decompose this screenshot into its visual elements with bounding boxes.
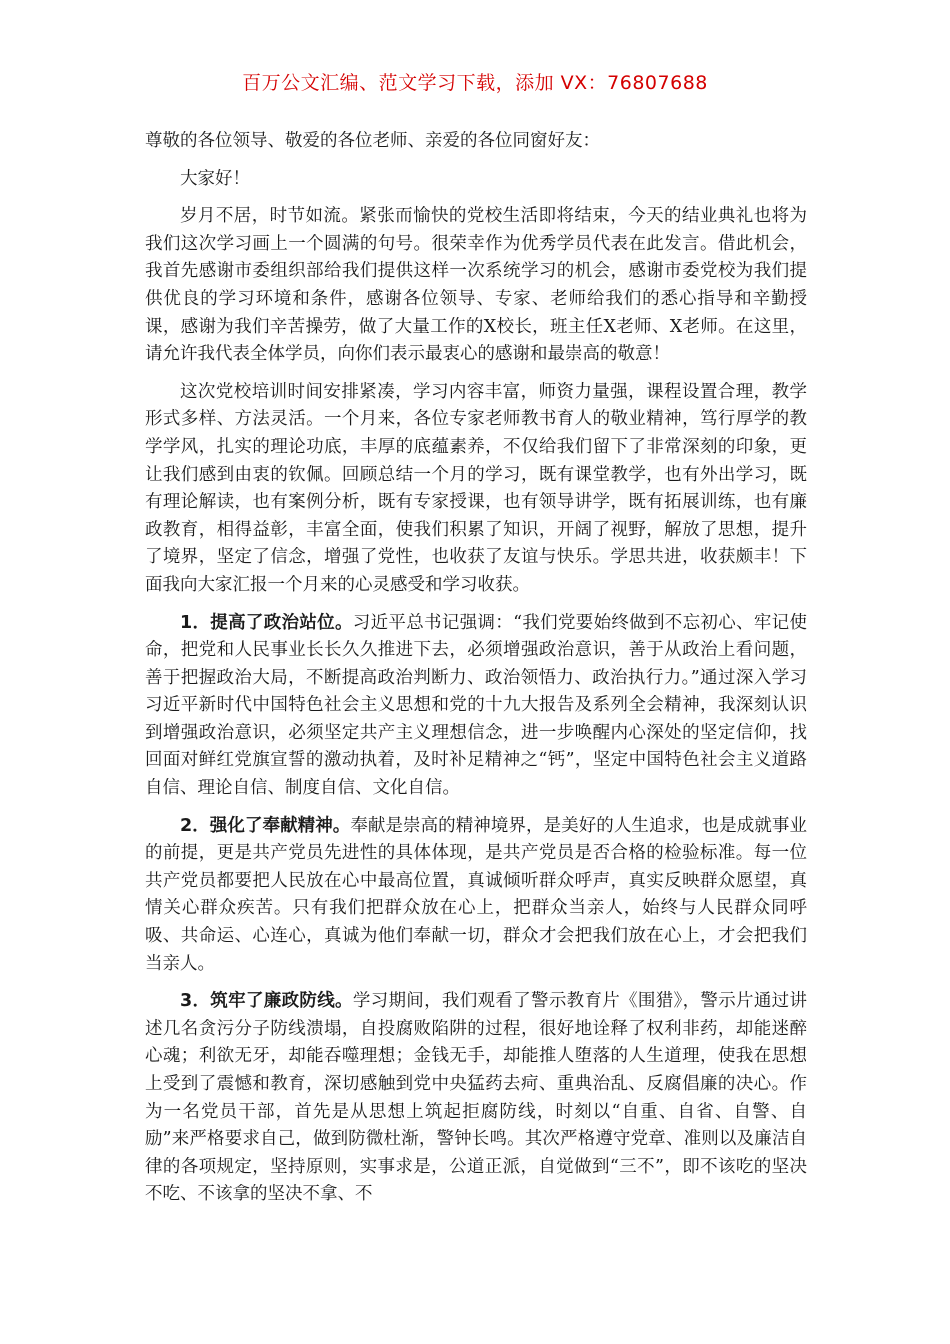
paragraph-opening: 岁月不居，时节如流。紧张而愉快的党校生活即将结束，今天的结业典礼也将为我们这次学习画上一个圆满的句号。很荣幸作为优秀学员代表在此发言。借此机会，我首先感谢市委组织部给我们提供这样一次系统学习的机会，感谢市委党校为我们提供优良的学习环境和条件，感谢各位领导、专家、老师给我们的悉心指导和辛勤授课，感谢为我们辛苦操劳，做了大量工作的X校长，班主任X老师、X老师。在这里，请允许我代表全体学员，向你们表示最衷心的感谢和最崇高的敬意！	[145, 206, 807, 365]
greeting: 大家好！	[180, 168, 250, 189]
speech-document	[145, 128, 807, 1219]
section-body: 奉献是崇高的精神境界，是美好的人生追求，也是成就事业的前提，更是共产党员先进性的具体体现，是共产党员是否合格的检验标准。每一位共产党员都要把人民放在心中最高位置，真诚倾听群众呼声，真实反映群众愿望，真情关心群众疾苦。只有我们把群众放在心上，把群众当亲人，始终与人民群众同呼吸、共命运、心连心，真诚为他们奉献一切，群众才会把我们放在心上，才会把我们当亲人。	[145, 815, 807, 974]
watermark-header: 百万公文汇编、范文学习下载，添加 VX：76807688	[242, 72, 708, 94]
section-integrity	[145, 988, 807, 1209]
section-dedication	[145, 813, 807, 979]
section-heading: 1．提高了政治站位。	[180, 612, 353, 633]
paragraph-training-summary: 这次党校培训时间安排紧凑，学习内容丰富，师资力量强，课程设置合理，教学形式多样、方法灵活。一个月来，各位专家老师教书育人的敬业精神，笃行厚学的教学学风，扎实的理论功底，丰厚的底蕴素养，不仅给我们留下了非常深刻的印象，更让我们感到由衷的钦佩。回顾总结一个月的学习，既有课堂教学，也有外出学习，既有理论解读，也有案例分析，既有专家授课，也有领导讲学，既有拓展训练，也有廉政教育，相得益彰，丰富全面，使我们积累了知识，开阔了视野，解放了思想，提升了境界，坚定了信念，增强了党性，也收获了友谊与快乐。学思共进，收获颇丰！下面我向大家汇报一个月来的心灵感受和学习收获。	[145, 381, 807, 595]
salutation: 尊敬的各位领导、敬爱的各位老师、亲爱的各位同窗好友：	[145, 131, 600, 151]
section-political-stance	[145, 610, 807, 803]
section-heading: 2．强化了奉献精神。	[180, 815, 351, 836]
section-body: 学习期间，我们观看了警示教育片《围猎》，警示片通过讲述几名贪污分子防线溃塌，自投腐败陷阱的过程，很好地诠释了权利非药，却能迷醉心魂；利欲无牙，却能吞噬理想；金钱无手，却能推人堕落的人生道理，使我在思想上受到了震憾和教育，深切感触到党中央猛药去疴、重典治乱、反腐倡廉的决心。作为一名党员干部，首先是从思想上筑起拒腐防线，时刻以“自重、自省、自警、自励”来严格要求自己，做到防微杜渐，警钟长鸣。其次严格遵守党章、准则以及廉洁自律的各项规定，坚持原则，实事求是，公道正派，自觉做到“三不”，即不该吃的坚决不吃、不该拿的坚决不拿、不	[145, 991, 807, 1205]
section-heading: 3．筑牢了廉政防线。	[180, 991, 353, 1012]
section-body: 习近平总书记强调：“我们党要始终做到不忘初心、牢记使命，把党和人民事业长长久久推进下去，必须增强政治意识，善于从政治上看问题，善于把握政治大局，不断提高政治判断力、政治领悟力、政治执行力。”通过深入学习习近平新时代中国特色社会主义思想和党的十九大报告及系列全会精神，我深刻认识到增强政治意识，必须坚定共产主义理想信念，进一步唤醒内心深处的坚定信仰，找回面对鲜红党旗宣誓的激动执着，及时补足精神之“钙”，坚定中国特色社会主义道路自信、理论自信、制度自信、文化自信。	[145, 612, 807, 799]
